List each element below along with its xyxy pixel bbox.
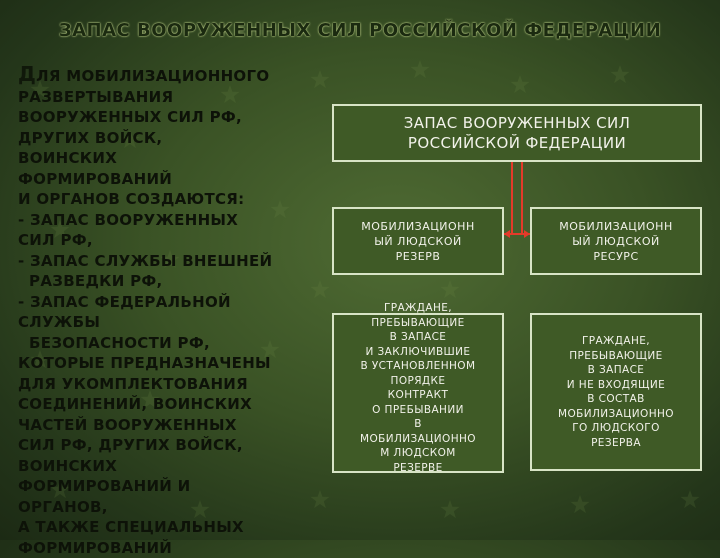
mobilization-reserve-box: МОБИЛИЗАЦИОНН ЫЙ ЛЮДСКОЙ РЕЗЕРВ [332,207,504,275]
text-line: СИЛ РФ, [18,230,318,251]
text-line: СОЕДИНЕНИЙ, ВОИНСКИХ [18,394,318,415]
text-line: ФОРМИРОВАНИЙ [18,169,318,190]
text-line: БЕЗОПАСНОСТИ РФ, [18,333,318,354]
text-line: ДЛЯ УКОМПЛЕКТОВАНИЯ [18,374,318,395]
text-line: - ЗАПАС СЛУЖБЫ ВНЕШНЕЙ [18,251,318,272]
text-line: ФОРМИРОВАНИЙ И [18,476,318,497]
text-line: ВООРУЖЕННЫХ СИЛ РФ, [18,107,318,128]
text-line: ЧАСТЕЙ ВООРУЖЕННЫХ [18,415,318,436]
text-line-0: ДЛЯ МОБИЛИЗАЦИОННОГО [18,64,318,87]
text-line: А ТАКЖЕ СПЕЦИАЛЬНЫХ [18,517,318,538]
resource-citizens-box: ГРАЖДАНЕ, ПРЕБЫВАЮЩИЕ В ЗАПАСЕ И НЕ ВХОДЯЩИЕ В СОСТАВ МОБИЛИЗАЦИОННО ГО ЛЮДСКОГО РЕЗЕРВА [530,313,702,471]
text-line: ВОИНСКИХ [18,148,318,169]
reserve-citizens-box: ГРАЖДАНЕ, ПРЕБЫВАЮЩИЕ В ЗАПАСЕ И ЗАКЛЮЧИВШИЕ В УСТАНОВЛЕННОМ ПОРЯДКЕ КОНТРАКТ О ПРЕБЫВАНИИ В МОБИЛИЗАЦИОННО М ЛЮДСКОМ РЕЗЕРВЕ [332,313,504,473]
text-line: - ЗАПАС ФЕДЕРАЛЬНОЙ [18,292,318,313]
reserve-main-box: ЗАПАС ВООРУЖЕННЫХ СИЛ РОССИЙСКОЙ ФЕДЕРАЦИИ [332,104,702,162]
text-line: ДРУГИХ ВОЙСК, [18,128,318,149]
text-line: ФОРМИРОВАНИЙ [18,538,318,558]
text-line: ВОИНСКИХ [18,456,318,477]
text-line: КОТОРЫЕ ПРЕДНАЗНАЧЕНЫ [18,353,318,374]
text-line: СЛУЖБЫ [18,312,318,333]
text-line: - ЗАПАС ВООРУЖЕННЫХ [18,210,318,231]
slide-title: ЗАПАС ВООРУЖЕННЫХ СИЛ РОССИЙСКОЙ ФЕДЕРАЦИИ [59,20,661,41]
text-line: РАЗВЕРТЫВАНИЯ [18,87,318,108]
mobilization-resource-box: МОБИЛИЗАЦИОНН ЫЙ ЛЮДСКОЙ РЕСУРС [530,207,702,275]
drop-cap: Д [18,62,36,86]
text-line: СИЛ РФ, ДРУГИХ ВОЙСК, [18,435,318,456]
arrowhead-left [504,230,510,238]
text-line: РАЗВЕДКИ РФ, [18,271,318,292]
text-line: И ОРГАНОВ СОЗДАЮТСЯ: [18,189,318,210]
text-line: ОРГАНОВ, [18,497,318,518]
